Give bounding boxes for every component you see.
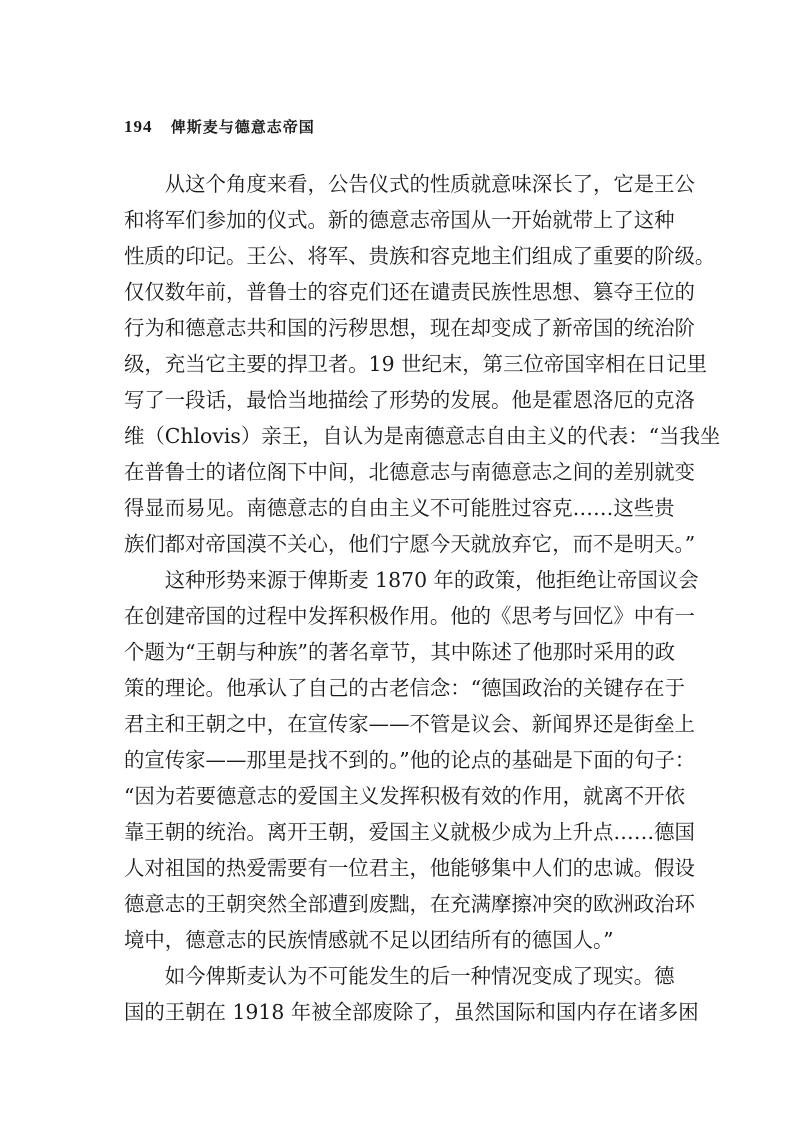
text-line: 写了一段话，最恰当地描绘了形势的发展。他是霍恩洛厄的克洛 <box>124 388 695 412</box>
text-line: 君主和王朝之中，在宣传家——不管是议会、新闻界还是街垒上 <box>124 712 695 736</box>
text-line: 行为和德意志共和国的污秽思想，现在却变成了新帝国的统治阶 <box>124 316 695 340</box>
text-line: 维（Chlovis）亲王，自认为是南德意志自由主义的代表：“当我坐 <box>124 424 721 448</box>
text-line: 境中，德意志的民族情感就不足以团结所有的德国人。” <box>124 928 614 952</box>
text-line: 在创建帝国的过程中发挥积极作用。他的《思考与回忆》中有一 <box>124 604 695 628</box>
book-title: 俾斯麦与德意志帝国 <box>170 118 315 136</box>
text-line: 这种形势来源于俾斯麦 1870 年的政策，他拒绝让帝国议会 <box>124 568 699 592</box>
text-line: 策的理论。他承认了自己的古老信念：“德国政治的关键存在于 <box>124 676 685 700</box>
text-line: 仅仅数年前，普鲁士的容克们还在谴责民族性思想、篡夺王位的 <box>124 280 695 304</box>
text-line: 得显而易见。南德意志的自由主义不可能胜过容克……这些贵 <box>124 496 675 520</box>
text-line: 级，充当它主要的捍卫者。19 世纪末，第三位帝国宰相在日记里 <box>124 352 707 376</box>
running-head <box>124 116 315 137</box>
page-number: 194 <box>124 117 153 136</box>
body-text <box>124 166 721 1030</box>
text-line: 在普鲁士的诸位阁下中间，北德意志与南德意志之间的差别就变 <box>124 460 695 484</box>
text-line: 和将军们参加的仪式。新的德意志帝国从一开始就带上了这种 <box>124 208 675 232</box>
text-line: 个题为“王朝与种族”的著名章节，其中陈述了他那时采用的政 <box>124 640 676 664</box>
text-line: 如今俾斯麦认为不可能发生的后一种情况变成了现实。德 <box>124 964 675 988</box>
text-line: 人对祖国的热爱需要有一位君主，他能够集中人们的忠诚。假设 <box>124 856 695 880</box>
text-line: “因为若要德意志的爱国主义发挥积极有效的作用，就离不开依 <box>124 784 685 808</box>
text-line: 国的王朝在 1918 年被全部废除了，虽然国际和国内存在诸多困 <box>124 1000 699 1024</box>
text-line: 族们都对帝国漠不关心，他们宁愿今天就放弃它，而不是明天。” <box>124 532 696 556</box>
text-line: 从这个角度来看，公告仪式的性质就意味深长了，它是王公 <box>124 172 695 196</box>
text-line: 靠王朝的统治。离开王朝，爱国主义就极少成为上升点……德国 <box>124 820 695 844</box>
text-line: 的宣传家——那里是找不到的。”他的论点的基础是下面的句子： <box>124 748 696 772</box>
text-line: 德意志的王朝突然全部遭到废黜，在充满摩擦冲突的欧洲政治环 <box>124 892 695 916</box>
text-line: 性质的印记。王公、将军、贵族和容克地主们组成了重要的阶级。 <box>124 244 716 268</box>
